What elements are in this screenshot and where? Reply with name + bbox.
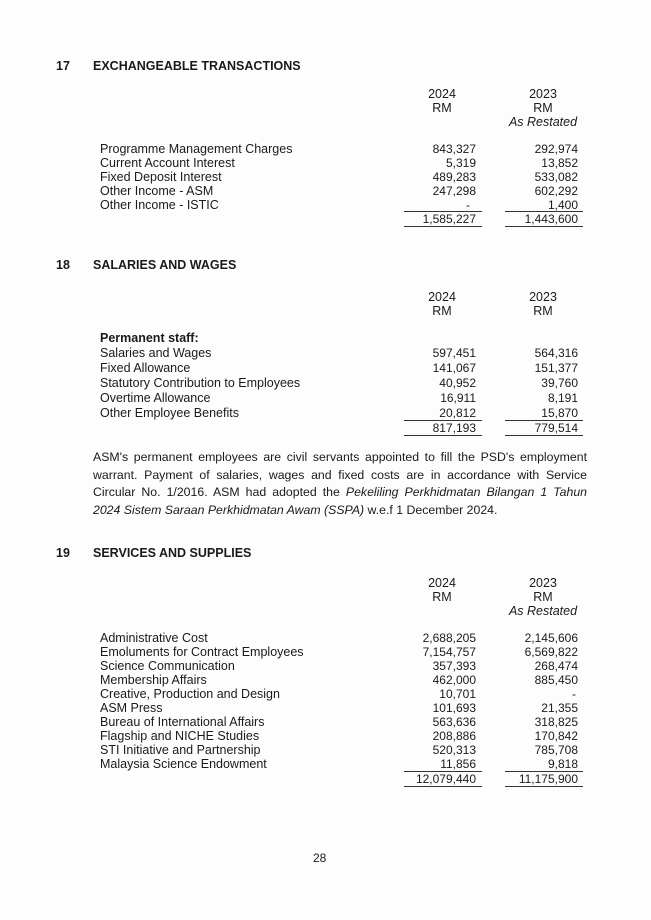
s17-row-2024: 247,298 (432, 184, 476, 198)
section-18-title: SALARIES AND WAGES (93, 258, 237, 272)
s18-col-2023-header (503, 290, 583, 318)
s18-total-rule-2023 (505, 435, 583, 436)
s18-unit-2024: RM (432, 304, 452, 318)
s18-row-2024: 20,812 (439, 406, 476, 420)
s18-row-2023: 15,870 (541, 406, 578, 420)
s19-row-2023: 9,818 (547, 757, 578, 771)
s19-col-2024-header (412, 576, 472, 604)
s17-total-rule-2024 (404, 226, 482, 227)
s17-row-label: Current Account Interest (100, 156, 235, 170)
s18-row-2023: 8,191 (547, 391, 578, 405)
s17-row-label: Other Income - ASM (100, 184, 214, 198)
s18-row-label: Statutory Contribution to Employees (100, 376, 301, 390)
s19-row-2024: 357,393 (432, 659, 476, 673)
s19-row-2024: 101,693 (432, 701, 476, 715)
s19-row-2024: 10,701 (439, 687, 476, 701)
s17-as-restated: As Restated (508, 115, 578, 129)
s19-total-rule-2024 (404, 786, 482, 787)
s19-row-2023: 2,145,606 (524, 631, 578, 645)
s18-row-2023: 151,377 (534, 361, 578, 375)
s17-unit-2024: RM (432, 101, 452, 115)
s19-row-label: Administrative Cost (100, 631, 208, 645)
s19-row-label: Science Communication (100, 659, 235, 673)
s18-note-italic: Pekeliling Perkhidmatan Bilangan 1 Tahun 2024 Sistem Saraan Perkhidmatan Awam (SSPA) (93, 485, 587, 517)
s19-as-restated: As Restated (508, 604, 578, 618)
s19-row-label: Emoluments for Contract Employees (100, 645, 304, 659)
s19-year-2023: 2023 (529, 576, 557, 590)
s17-row-2023: 13,852 (541, 156, 578, 170)
s19-row-2024: 563,636 (432, 715, 476, 729)
s17-row-2024: - (466, 198, 470, 212)
s17-total-2023: 1,443,600 (524, 212, 578, 226)
s19-row-label: STI Initiative and Partnership (100, 743, 261, 757)
s17-row-2024: 843,327 (432, 142, 476, 156)
s18-row-2024: 16,911 (440, 391, 476, 405)
s19-row-2024: 462,000 (432, 673, 476, 687)
s18-row-2023: 39,760 (541, 376, 578, 390)
s19-row-2023: 885,450 (534, 673, 578, 687)
s19-col-2023-header (503, 576, 583, 618)
s19-row-2024: 520,313 (432, 743, 476, 757)
s18-note-text: ASM's permanent employees are civil servants appointed to fill the PSD's employment warrant. Payment of salaries, wages and fixed costs are in accordance with Service Circular No. 1/2016. ASM had adopted the (93, 450, 587, 499)
s18-total-2023: 779,514 (534, 421, 578, 435)
s19-row-2023: 170,842 (534, 729, 578, 743)
s17-total-2024: 1,585,227 (422, 212, 476, 226)
s18-row-label: Fixed Allowance (100, 361, 191, 375)
s17-col-2024-header (412, 87, 472, 115)
s18-year-2023: 2023 (529, 290, 557, 304)
s19-row-2024: 11,856 (440, 757, 476, 771)
s19-row-2024: 7,154,757 (422, 645, 476, 659)
s18-row-2024: 141,067 (432, 361, 476, 375)
s19-row-2023: 785,708 (534, 743, 578, 757)
section-18-number: 18 (56, 258, 70, 272)
s17-row-2023: 1,400 (547, 198, 578, 212)
page-number: 28 (313, 851, 327, 865)
s19-row-label: Membership Affairs (100, 673, 207, 687)
s18-row-label: Other Employee Benefits (100, 406, 239, 420)
s17-col-2023-header (503, 87, 583, 129)
s19-row-label: Creative, Production and Design (100, 687, 280, 701)
s19-row-label: Malaysia Science Endowment (100, 757, 267, 771)
s18-year-2024: 2024 (428, 290, 456, 304)
s19-total-rule-2023 (505, 786, 583, 787)
section-19-number: 19 (56, 546, 70, 560)
s17-year-2023: 2023 (529, 87, 557, 101)
s18-row-2024: 597,451 (432, 346, 476, 360)
s19-row-label: ASM Press (100, 701, 163, 715)
s18-row-label: Salaries and Wages (100, 346, 212, 360)
s17-row-2024: 489,283 (432, 170, 476, 184)
s19-row-label: Flagship and NICHE Studies (100, 729, 260, 743)
s18-row-label: Overtime Allowance (100, 391, 211, 405)
s19-unit-2024: RM (432, 590, 452, 604)
s17-unit-2023: RM (533, 101, 553, 115)
section-19-title: SERVICES AND SUPPLIES (93, 546, 252, 560)
s18-note-paragraph (93, 449, 587, 519)
s19-row-2023: 318,825 (534, 715, 578, 729)
s19-row-2023: - (572, 687, 576, 701)
s19-row-2024: 208,886 (432, 729, 476, 743)
s18-col-2024-header (412, 290, 472, 318)
s17-row-label: Fixed Deposit Interest (100, 170, 222, 184)
s19-total-2024: 12,079,440 (415, 772, 476, 786)
s19-row-2023: 21,355 (541, 701, 578, 715)
section-17-number: 17 (56, 59, 70, 73)
s18-total-2024: 817,193 (432, 421, 476, 435)
s19-unit-2023: RM (533, 590, 553, 604)
s18-row-2024: 40,952 (439, 376, 476, 390)
s17-row-2023: 292,974 (534, 142, 578, 156)
s18-subheading: Permanent staff: (100, 331, 199, 345)
s17-row-2024: 5,319 (445, 156, 476, 170)
s19-year-2024: 2024 (428, 576, 456, 590)
s19-row-2023: 6,569,822 (524, 645, 578, 659)
s18-note-tail: w.e.f 1 December 2024. (364, 502, 498, 517)
s17-row-2023: 602,292 (534, 184, 578, 198)
s18-total-rule-2024 (404, 435, 482, 436)
section-17-title: EXCHANGEABLE TRANSACTIONS (93, 59, 301, 73)
s19-row-2024: 2,688,205 (422, 631, 476, 645)
s19-row-label: Bureau of International Affairs (100, 715, 265, 729)
s17-row-2023: 533,082 (534, 170, 578, 184)
s19-row-2023: 268,474 (534, 659, 578, 673)
s18-unit-2023: RM (533, 304, 553, 318)
s17-row-label: Programme Management Charges (100, 142, 293, 156)
s19-total-2023: 11,175,900 (518, 772, 578, 786)
s18-row-2023: 564,316 (534, 346, 578, 360)
s17-row-label: Other Income - ISTIC (100, 198, 219, 212)
s17-year-2024: 2024 (428, 87, 456, 101)
s17-total-rule-2023 (505, 226, 583, 227)
